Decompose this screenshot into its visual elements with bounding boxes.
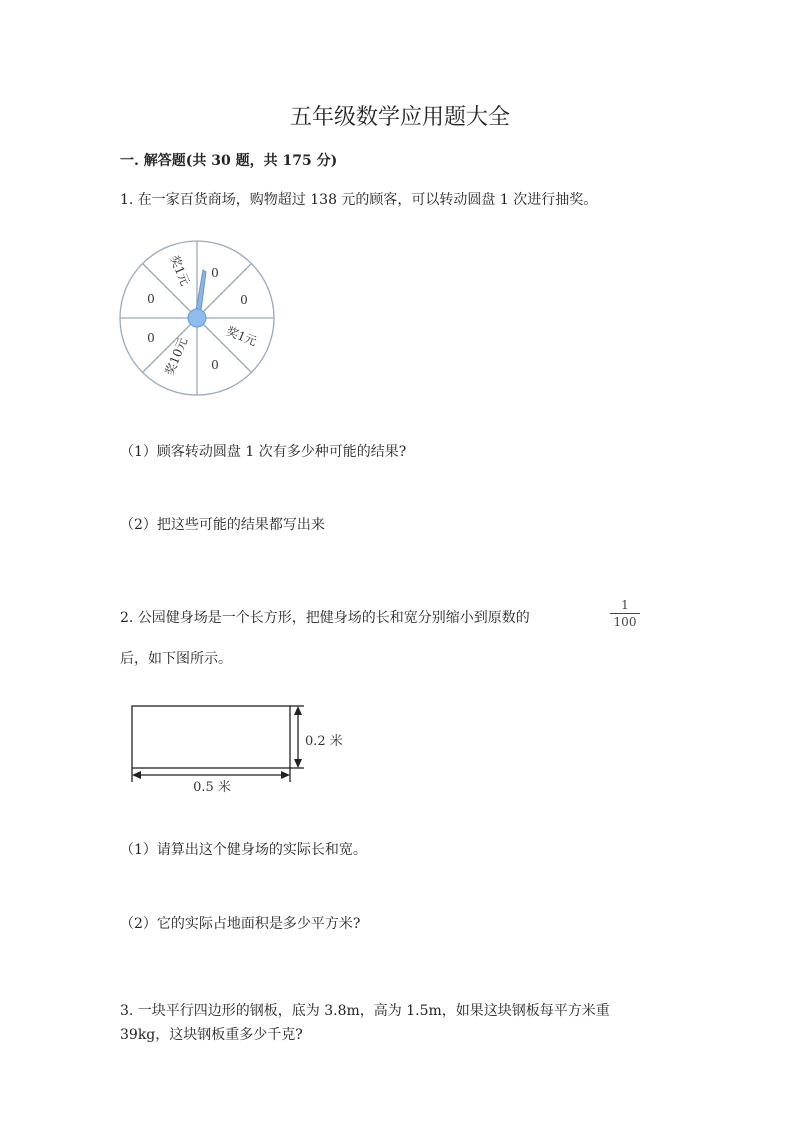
page-title: 五年级数学应用题大全 — [289, 105, 510, 130]
fraction — [610, 598, 640, 629]
q2-text2: 后，如下图所示。 — [120, 651, 232, 667]
section-heading: 一. 解答题(共 30 题，共 175 分) — [120, 153, 338, 169]
q3-line2: 39kg，这块钢板重多少千克? — [120, 1027, 303, 1043]
length-label: 0.5 米 — [193, 780, 231, 795]
q2-sub2: （2）它的实际占地面积是多少平方米? — [120, 916, 361, 932]
wheel-hub — [188, 309, 206, 327]
wheel-label: 0 — [211, 358, 219, 372]
wheel-label: 奖10元 — [162, 335, 191, 378]
rectangle-diagram — [132, 706, 304, 782]
q3-line1: 3. 一块平行四边形的钢板，底为 3.8m，高为 1.5m，如果这块钢板每平方米重 — [120, 1003, 610, 1019]
wheel-label: 0 — [240, 293, 248, 307]
wheel-label: 0 — [147, 331, 155, 345]
wheel-label: 0 — [147, 292, 155, 306]
wheel-label: 0 — [211, 266, 219, 280]
q1-text: 1. 在一家百货商场，购物超过 138 元的顾客，可以转动圆盘 1 次进行抽奖。 — [120, 192, 598, 208]
wheel-label: 奖1元 — [167, 253, 193, 288]
width-label: 0.2 米 — [305, 734, 343, 749]
fraction-denominator: 100 — [613, 615, 637, 629]
wheel-label: 奖1元 — [224, 323, 259, 349]
q2-text: 2. 公园健身场是一个长方形，把健身场的长和宽分别缩小到原数的 — [120, 610, 530, 626]
q1-sub2: （2）把这些可能的结果都写出来 — [120, 517, 325, 533]
q1-sub1: （1）顾客转动圆盘 1 次有多少种可能的结果? — [120, 444, 407, 460]
q2-sub1: （1）请算出这个健身场的实际长和宽。 — [120, 842, 367, 858]
fraction-numerator: 1 — [621, 598, 629, 612]
